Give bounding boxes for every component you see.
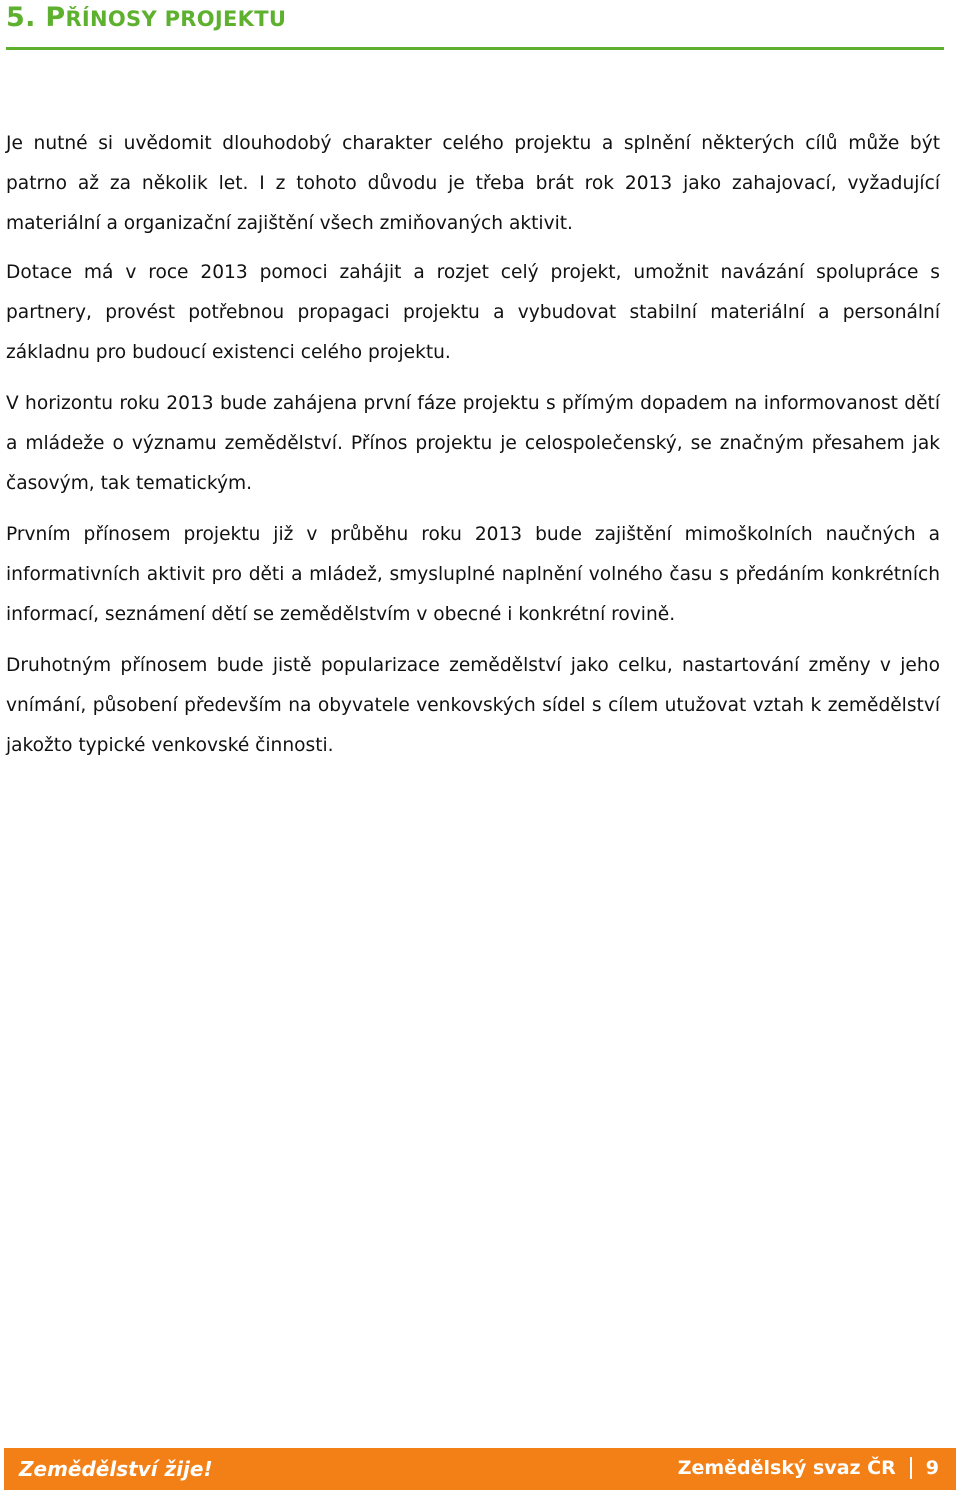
section-heading [6, 2, 286, 33]
paragraph-subsidy: Dotace má v roce 2013 pomoci zahájit a rozjet celý projekt, umožnit navázání spolupráce s partnery, provést potřebnou propagaci projektu a vybudovat stabilní materiální a personální základnu pro budoucí existenci celého projektu. [6, 262, 940, 363]
footer-organization: Zemědělský svaz ČR [677, 1457, 896, 1479]
heading-underline [6, 47, 944, 50]
paragraph-intro: Je nutné si uvědomit dlouhodobý charakter celého projektu a splnění některých cílů může být patrno až za několik let. I z tohoto důvodu je třeba brát rok 2013 jako zahajovací, vyžadující materiální a organizační zajištění všech zmiňovaných aktivit. [6, 133, 940, 234]
footer-divider [910, 1457, 912, 1479]
section-title-initial: P [45, 2, 66, 33]
footer-info [678, 1457, 939, 1479]
footer-slogan: Zemědělství žije! [19, 1457, 213, 1481]
paragraph-horizon: V horizontu roku 2013 bude zahájena první fáze projektu s přímým dopadem na informovanost dětí a mládeže o významu zemědělství. Přínos projektu je celospolečenský, se značným přesahem jak časovým, tak tematickým. [6, 393, 940, 494]
body-text [6, 124, 940, 777]
section-title-rest: ŘÍNOSY PROJEKTU [65, 7, 287, 31]
section-number: 5. [6, 2, 46, 33]
paragraph-second-benefit: Druhotným přínosem bude jistě popularizace zemědělství jako celku, nastartování změny v jeho vnímání, působení především na obyvatele venkovských sídel s cílem utužovat vztah k zemědělství jakožto typické venkovské činnosti. [6, 655, 940, 756]
page-number: 9 [925, 1457, 939, 1479]
page-footer [4, 1448, 956, 1490]
paragraph-first-benefit: Prvním přínosem projektu již v průběhu roku 2013 bude zajištění mimoškolních naučných a informativních aktivit pro děti a mládež, smysluplné naplnění volného času s předáním konkrétních informací, seznámení dětí se zemědělstvím v obecné i konkrétní rovině. [6, 524, 940, 625]
